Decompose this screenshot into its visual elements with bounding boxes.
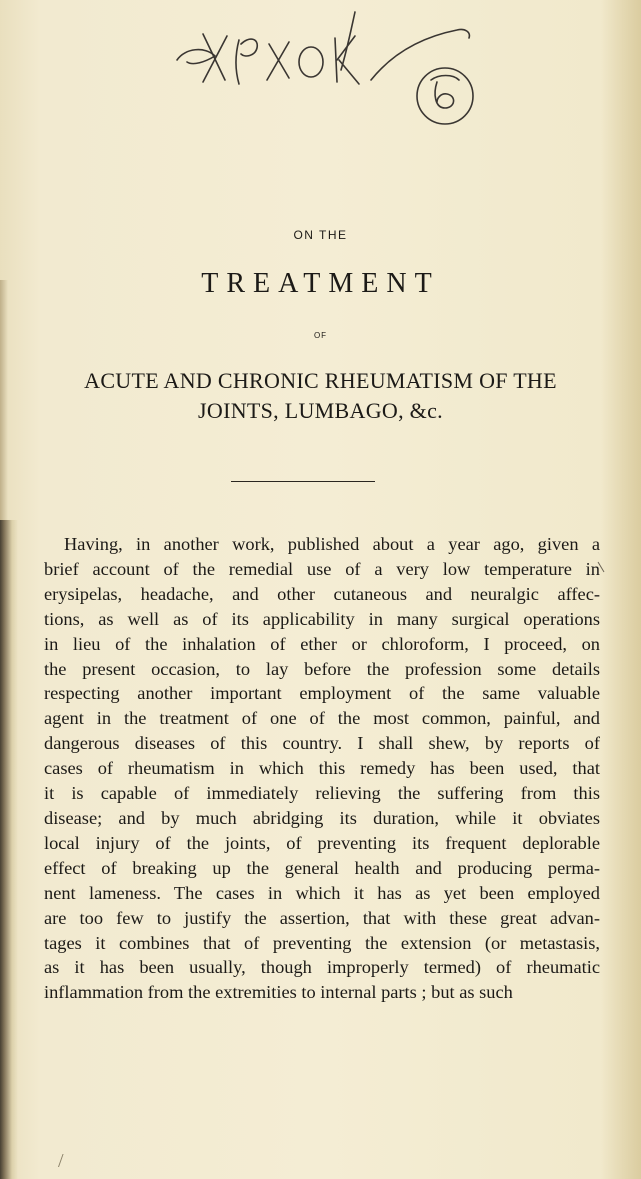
- body-line: disease; and by much abridging its duration, while it obviates: [44, 807, 600, 828]
- body-line: tages it combines that of preventing the extension (or metastasis,: [44, 932, 600, 953]
- body-line: the present occasion, to lay before the profession some details: [44, 658, 600, 679]
- body-line: nent lameness. The cases in which it has as yet been employed: [44, 882, 600, 903]
- body-line: inflammation from the extremities to internal parts ; but as such: [44, 982, 513, 1003]
- title-connector: OF: [313, 331, 328, 340]
- body-paragraph: [44, 532, 600, 1005]
- page-discoloration: [601, 0, 641, 1179]
- margin-pencil-mark: [596, 560, 606, 574]
- body-line: it is capable of immediately relieving the suffering from this: [44, 783, 600, 804]
- body-line: in lieu of the inhalation of ether or chloroform, I proceed, on: [44, 633, 600, 654]
- subtitle: [0, 366, 641, 426]
- body-line: cases of rheumatism in which this remedy has been used, that: [44, 758, 600, 779]
- section-divider: [231, 481, 375, 482]
- body-line: as it has been usually, though improperly termed) of rheumatic: [44, 957, 600, 978]
- body-line: dangerous diseases of this country. I shall shew, by reports of: [44, 733, 600, 754]
- body-line: tions, as well as of its applicability in many surgical operations: [44, 608, 600, 629]
- handwritten-inscription: [165, 0, 505, 140]
- body-line: brief account of the remedial use of a very low temperature in: [44, 558, 600, 579]
- subtitle-line-2: JOINTS, LUMBAGO, &c.: [198, 398, 443, 423]
- body-line: erysipelas, headache, and other cutaneous and neuralgic affec-: [44, 583, 600, 604]
- body-line: agent in the treatment of one of the most common, painful, and: [44, 708, 600, 729]
- body-line: Having, in another work, published about a year ago, given a: [64, 534, 600, 554]
- body-line: local injury of the joints, of preventing its frequent deplorable: [44, 832, 600, 853]
- body-line: respecting another important employment of the same valuable: [44, 683, 600, 704]
- margin-slash-mark: /: [58, 1150, 64, 1172]
- title-prefix: ON THE: [293, 228, 348, 242]
- subtitle-line-1: ACUTE AND CHRONIC RHEUMATISM OF THE: [84, 368, 557, 393]
- page-title: TREATMENT: [201, 268, 440, 299]
- page-binding-edge: [0, 520, 18, 1179]
- body-line: effect of breaking up the general health and producing perma-: [44, 857, 600, 878]
- body-line: are too few to justify the assertion, that with these great advan-: [44, 907, 600, 928]
